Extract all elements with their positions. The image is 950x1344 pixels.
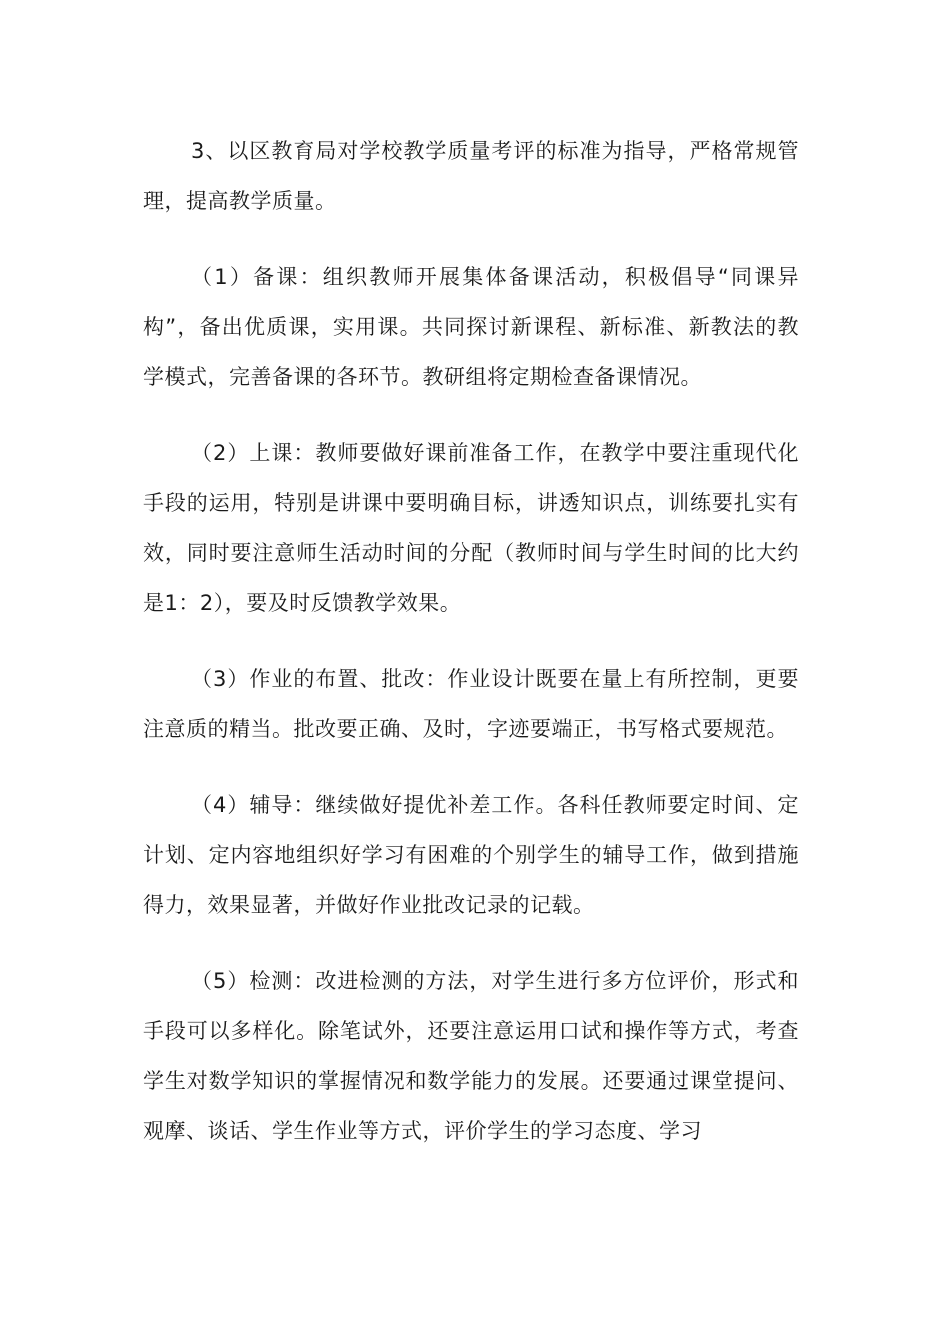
paragraph-lesson-prep: （1）备课：组织教师开展集体备课活动，积极倡导“同课异构”，备出优质课，实用课。共同探讨新课程、新标准、新教法的教学模式，完善备课的各环节。教研组将定期检查备课情况。 xyxy=(143,265,799,389)
paragraph-teaching: （2）上课：教师要做好课前准备工作，在教学中要注重现代化手段的运用，特别是讲课中要明确目标，讲透知识点，训练要扎实有效，同时要注意师生活动时间的分配（教师时间与学生时间的比大约是1：2），要及时反馈教学效果。 xyxy=(143,441,799,615)
paragraph-homework: （3）作业的布置、批改：作业设计既要在量上有所控制，更要注意质的精当。批改要正确、及时，字迹要端正，书写格式要规范。 xyxy=(143,667,799,741)
document-body xyxy=(143,126,799,1182)
paragraph-tutoring: （4）辅导：继续做好提优补差工作。各科任教师要定时间、定计划、定内容地组织好学习有困难的个别学生的辅导工作，做到措施得力，效果显著，并做好作业批改记录的记载。 xyxy=(143,793,799,917)
paragraph-assessment: （5）检测：改进检测的方法，对学生进行多方位评价，形式和手段可以多样化。除笔试外，还要注意运用口试和操作等方式，考查学生对数学知识的掌握情况和数学能力的发展。还要通过课堂提问、观摩、谈话、学生作业等方式，评价学生的学习态度、学习 xyxy=(143,969,799,1143)
paragraph-section-3: 3、以区教育局对学校教学质量考评的标准为指导，严格常规管理，提高教学质量。 xyxy=(143,139,799,213)
